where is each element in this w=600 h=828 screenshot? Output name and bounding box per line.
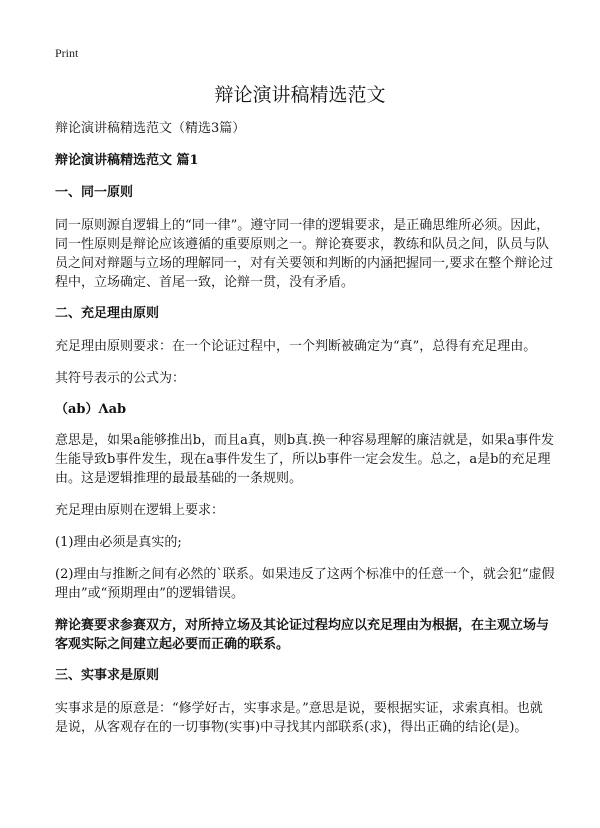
heading-identity-principle: 一、同一原则 xyxy=(55,185,134,200)
heading-seek-truth: 三、实事求是原则 xyxy=(55,668,160,683)
requirement-item-2: (2)理由与推断之间有必然的`联系。如果违反了这两个标准中的任意一个，就会犯“虚假理由”或“预期理由”的逻辑错误。 xyxy=(55,567,555,601)
heading-sufficient-reason: 二、充足理由原则 xyxy=(55,306,160,321)
formula: （ab）Λab xyxy=(55,402,127,417)
section-title: 辩论演讲稿精选范文 篇1 xyxy=(55,153,199,168)
document-subtitle: 辩论演讲稿精选范文（精选3篇） xyxy=(55,121,246,136)
document-content xyxy=(55,120,555,750)
requirement-item-1: (1)理由必须是真实的; xyxy=(55,535,182,550)
paragraph-seek-truth: 实事求是的原意是：“修学好古，实事求是。”意思是说，要根据实证，求索真相。也就是说，从客观存在的一切事物(实事)中寻找其内部联系(求)，得出正确的结论(是)。 xyxy=(55,701,543,735)
paragraph-debate-requirement: 辩论赛要求参赛双方，对所持立场及其论证过程均应以充足理由为根据，在主观立场与客观实际之间建立起必要而正确的联系。 xyxy=(55,618,550,652)
paragraph-identity-principle: 同一原则源自逻辑上的“同一律”。遵守同一律的逻辑要求，是正确思维所必须。因此，同一性原则是辩论应该遵循的重要原则之一。辩论赛要求，教练和队员之间，队员与队员之间对辩题与立场的理解同一，对有关要领和判断的内涵把握同一,要求在整个辩论过程中，立场确定、首尾一致，论辩一贯，没有矛盾。 xyxy=(55,218,554,290)
paragraph-sufficient-reason-definition: 充足理由原则要求：在一个论证过程中，一个判断被确定为“真”，总得有充足理由。 xyxy=(55,339,537,354)
print-label: Print xyxy=(55,46,79,60)
document-title: 辩论演讲稿精选范文 xyxy=(214,84,386,106)
paragraph-formula-intro: 其符号表示的公式为： xyxy=(55,371,186,386)
paragraph-formula-explanation: 意思是，如果a能够推出b，而且a真，则b真.换一种容易理解的廉洁就是，如果a事件发生能导致b事件发生，现在a事件发生了，所以b事件一定会发生。总之，a是b的充足理由。这是逻辑推理的最最基础的一条规则。 xyxy=(55,433,555,486)
paragraph-requirements-intro: 充足理由原则在逻辑上要求： xyxy=(55,503,225,518)
